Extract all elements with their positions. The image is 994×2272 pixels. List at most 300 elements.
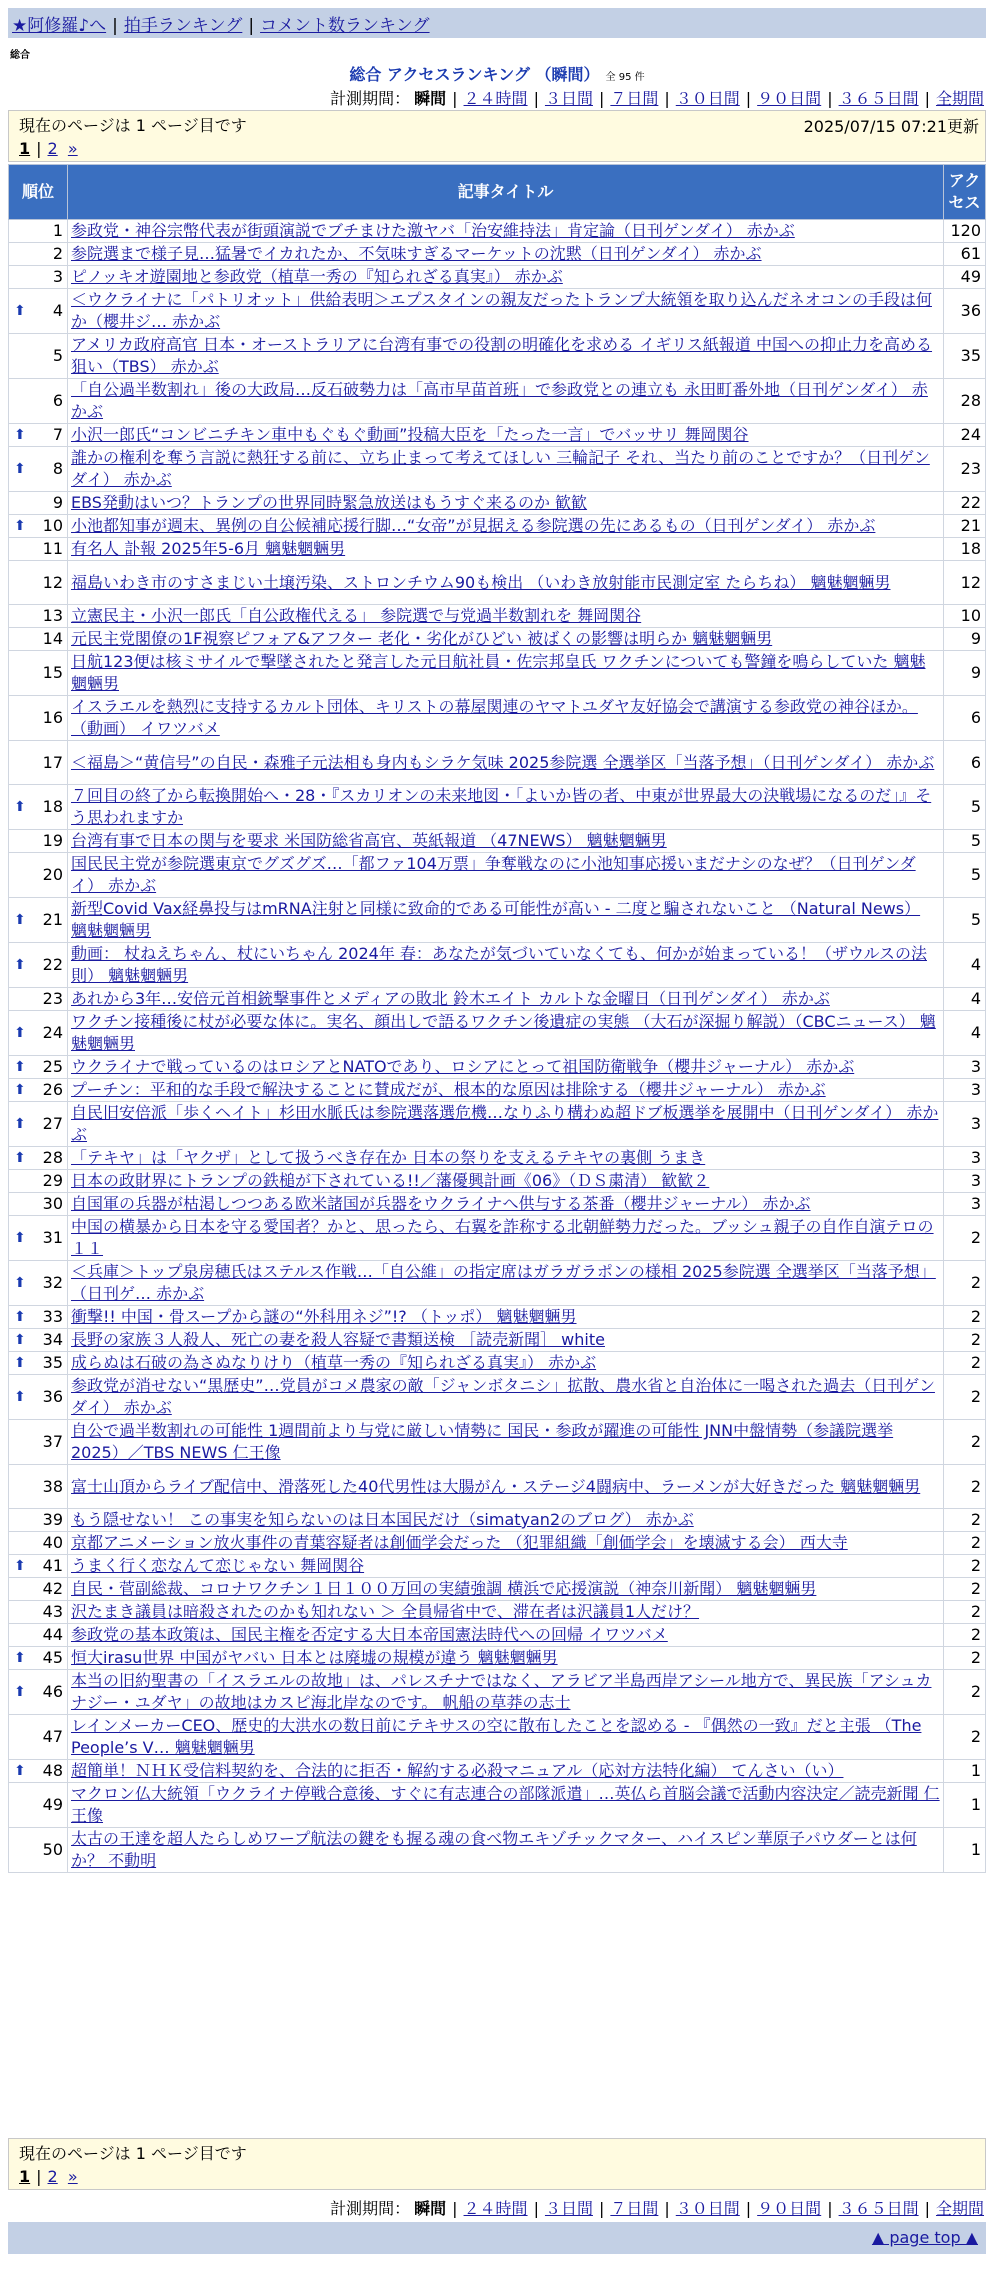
- access-count: 3: [944, 1147, 986, 1170]
- access-count: 2: [944, 1465, 986, 1509]
- title-cell: [68, 561, 944, 605]
- title-cell: [68, 1147, 944, 1170]
- title-cell: [68, 1647, 944, 1670]
- article-link[interactable]: 福島いわき市のすさまじい土壌汚染、ストロンチウム90も検出 （いわき放射能市民測定室 たらちね） 魑魅魍魎男: [71, 572, 891, 592]
- access-count: 6: [944, 741, 986, 785]
- title-cell: [68, 1670, 944, 1715]
- title-cell: [68, 334, 944, 379]
- article-link[interactable]: ＜ウクライナに「パトリオット」供給表明＞エプスタインの親友だったトランプ大統領を取り込んだネオコンの手段は何か（櫻井ジ… 赤かぶ: [71, 290, 932, 331]
- rank-number: 19: [42, 831, 63, 850]
- title-cell: [68, 988, 944, 1011]
- rank-up-icon: ⬆: [14, 1332, 26, 1348]
- article-link[interactable]: 恒大irasu世界 中国がヤバい 日本とは廃墟の規模が違う 魑魅魍魎男: [71, 1648, 558, 1667]
- nav-link-asyura[interactable]: ★阿修羅♪へ: [12, 16, 107, 36]
- rank-number: 25: [42, 1057, 63, 1076]
- article-link[interactable]: うまく行く恋なんて恋じゃない 舞岡関谷: [71, 1556, 365, 1575]
- access-count: 49: [944, 266, 986, 289]
- access-count: 35: [944, 334, 986, 379]
- rank-cell: [9, 334, 68, 379]
- article-link[interactable]: 超簡単！ＮＨＫ受信料契約を、合法的に拒否・解約する必殺マニュアル（応対方法特化編） てんさい（い）: [71, 1761, 844, 1780]
- table-row: [9, 1670, 986, 1715]
- rank-number: 7: [52, 425, 63, 444]
- access-count: 2: [944, 1329, 986, 1352]
- rank-cell: [9, 1329, 68, 1352]
- title-cell: [68, 696, 944, 741]
- table-row: [9, 1147, 986, 1170]
- rank-number: 38: [42, 1476, 63, 1496]
- access-count: 9: [944, 628, 986, 651]
- title-cell: [68, 741, 944, 785]
- rank-up-icon: ⬆: [14, 957, 26, 973]
- article-link[interactable]: 日航123便は核ミサイルで撃墜されたと発言した元日航社員・佐宗邦皇氏 ワクチンについても警鐘を鳴らしていた 魑魅魍魎男: [71, 652, 926, 693]
- nav-link-clap-ranking[interactable]: 拍手ランキング: [123, 16, 243, 36]
- rank-number: 32: [42, 1273, 63, 1292]
- article-link[interactable]: 参政党が消せない“黒歴史”…党員がコメ農家の敵「ジャンボタニシ」拡散、農水省と自治体に一喝された過去（日刊ゲンダイ） 赤かぶ: [71, 1376, 935, 1417]
- table-row: [9, 538, 986, 561]
- rank-number: 10: [42, 516, 63, 535]
- article-link[interactable]: 元民主党閣僚の1F視察ピフォア&アフター 老化・劣化がひどい 被ばくの影響は明らか 魑魅魍魎男: [71, 629, 773, 648]
- access-count: 4: [944, 943, 986, 988]
- ranking-rows: [9, 220, 986, 1873]
- table-row: [9, 1329, 986, 1352]
- period-365d-bottom[interactable]: ３６５日間: [838, 2199, 919, 2218]
- rank-number: 44: [42, 1625, 63, 1644]
- title-cell: [68, 1420, 944, 1465]
- table-row: [9, 785, 986, 830]
- period-90d[interactable]: ９０日間: [757, 89, 822, 108]
- rank-up-icon: ⬆: [14, 427, 26, 443]
- header-access: アクセス: [944, 165, 986, 220]
- rank-number: 34: [42, 1330, 63, 1349]
- access-count: 2: [944, 1306, 986, 1329]
- title-cell: [68, 1465, 944, 1509]
- table-row: [9, 515, 986, 538]
- access-count: 2: [944, 1647, 986, 1670]
- rank-cell: [9, 1193, 68, 1216]
- access-count: 3: [944, 1102, 986, 1147]
- rank-cell: [9, 1420, 68, 1465]
- article-link[interactable]: 参政党の基本政策は、国民主権を否定する大日本帝国憲法時代への回帰 イワツバメ: [71, 1625, 668, 1644]
- article-link[interactable]: レインメーカーCEO、歴史的大洪水の数日前にテキサスの空に散布したことを認める - 『偶然の一致』だと主張 （The People’s V… 魑魅魍魎男: [71, 1716, 922, 1757]
- title-cell: [68, 898, 944, 943]
- rank-cell: [9, 696, 68, 741]
- table-row: [9, 1760, 986, 1783]
- rank-cell: [9, 1760, 68, 1783]
- title-cell: [68, 1011, 944, 1056]
- title-cell: [68, 651, 944, 696]
- rank-number: 42: [42, 1579, 63, 1598]
- rank-number: 12: [42, 572, 63, 592]
- rank-cell: [9, 898, 68, 943]
- pager-status-bottom: 現在のページは 1 ページ目です: [19, 2144, 247, 2163]
- table-row: [9, 830, 986, 853]
- title-cell: [68, 379, 944, 424]
- rank-cell: [9, 1647, 68, 1670]
- rank-cell: [9, 492, 68, 515]
- next-page-arrow[interactable]: »: [67, 139, 78, 158]
- rank-number: 21: [42, 910, 63, 929]
- title-cell: [68, 1352, 944, 1375]
- article-link[interactable]: マクロン仏大統領「ウクライナ停戦合意後、すぐに有志連合の部隊派遣」…英仏ら首脳会議で活動内容決定／読売新聞 仁王像: [71, 1784, 940, 1825]
- rank-number: 18: [42, 797, 63, 816]
- article-link[interactable]: 本当の旧約聖書の「イスラエルの故地」は、パレスチナではなく、アラビア半島西岸アシール地方で、異民族「アシュカナジー・ユダヤ」の故地はカスピ海北岸なのです。 帆船の草莽の志士: [71, 1671, 932, 1712]
- rank-number: 20: [42, 865, 63, 884]
- rank-number: 13: [42, 606, 63, 625]
- title-cell: [68, 1329, 944, 1352]
- period-24h[interactable]: ２４時間: [463, 89, 528, 108]
- period-label: 計測期間：: [330, 89, 411, 108]
- table-row: [9, 1624, 986, 1647]
- rank-up-icon: ⬆: [14, 518, 26, 534]
- period-selector-bottom: 計測期間： 瞬間 | ２４時間 | ３日間 | ７日間 | ３０日間 | ９０日間 | ３６５日間 | 全期間: [330, 2199, 984, 2218]
- access-count: 21: [944, 515, 986, 538]
- rank-cell: [9, 1578, 68, 1601]
- rank-number: 17: [42, 752, 63, 772]
- article-link[interactable]: 自国軍の兵器が枯渇しつつある欧米諸国が兵器をウクライナへ供与する茶番（櫻井ジャーナル） 赤かぶ: [71, 1194, 811, 1213]
- rank-cell: [9, 741, 68, 785]
- article-link[interactable]: 新型Covid Vax経鼻投与はmRNA注射と同様に致命的である可能性が高い - 二度と騙されないこと （Natural News） 魑魅魍魎男: [71, 899, 921, 940]
- table-row: [9, 1647, 986, 1670]
- rank-cell: [9, 266, 68, 289]
- title-cell: [68, 1555, 944, 1578]
- rank-cell: [9, 1352, 68, 1375]
- article-link[interactable]: アメリカ政府高官 日本・オーストラリアに台湾有事での役割の明確化を求める イギリス紙報道 中国への抑止力を高める狙い（TBS） 赤かぶ: [71, 335, 933, 376]
- rank-cell: [9, 424, 68, 447]
- table-row: [9, 1216, 986, 1261]
- article-link[interactable]: EBS発動はいつ？トランプの世界同時緊急放送はもうすぐ来るのか 歓歓: [71, 493, 588, 512]
- rank-cell: [9, 1170, 68, 1193]
- table-row: [9, 1578, 986, 1601]
- rank-cell: [9, 1216, 68, 1261]
- table-row: [9, 1420, 986, 1465]
- period-3d[interactable]: ３日間: [544, 89, 593, 108]
- table-row: [9, 243, 986, 266]
- access-count: 120: [944, 220, 986, 243]
- footer-bar: [8, 2222, 986, 2254]
- rank-number: 3: [52, 267, 63, 286]
- access-count: 23: [944, 447, 986, 492]
- article-link[interactable]: プーチン：平和的な手段で解決することに賛成だが、根本的な原因は排除する（櫻井ジャーナル） 赤かぶ: [71, 1080, 826, 1099]
- access-count: 36: [944, 289, 986, 334]
- table-row: [9, 1079, 986, 1102]
- article-link[interactable]: 「自公過半数割れ」後の大政局…反石破勢力は「高市早苗首班」で参政党との連立も 永田町番外地（日刊ゲンダイ） 赤かぶ: [71, 380, 928, 421]
- period-7d-bottom[interactable]: ７日間: [610, 2199, 659, 2218]
- rank-cell: [9, 651, 68, 696]
- article-link[interactable]: 動画： 杖ねえちゃん、杖にいちゃん 2024年 春：あなたが気づいていなくても、何かが始まっている！（ザウルスの法則） 魑魅魍魎男: [71, 944, 927, 985]
- article-link[interactable]: 有名人 訃報 2025年5-6月 魑魅魍魎男: [71, 539, 346, 558]
- next-page-arrow-bottom[interactable]: »: [67, 2167, 78, 2186]
- rank-cell: [9, 1715, 68, 1760]
- access-count: 2: [944, 1670, 986, 1715]
- access-count: 2: [944, 1509, 986, 1532]
- table-row: [9, 1170, 986, 1193]
- table-row: [9, 1601, 986, 1624]
- period-30d[interactable]: ３０日間: [675, 89, 740, 108]
- table-header: [9, 165, 986, 220]
- table-row: [9, 988, 986, 1011]
- rank-cell: [9, 1509, 68, 1532]
- table-row: [9, 853, 986, 898]
- rank-up-icon: ⬆: [14, 1059, 26, 1075]
- rank-cell: [9, 289, 68, 334]
- rank-up-icon: ⬆: [14, 1150, 26, 1166]
- rank-number: 5: [52, 346, 63, 365]
- article-link[interactable]: 沢たまき議員は暗殺されたのかも知れない ＞ 全員帰省中で、滞在者は沢議員1人だけ？: [71, 1602, 700, 1621]
- pager-top: [8, 110, 986, 162]
- period-90d-bottom[interactable]: ９０日間: [757, 2199, 822, 2218]
- rank-up-icon: ⬆: [14, 1684, 26, 1700]
- page-1[interactable]: 1: [19, 139, 31, 158]
- title-cell: [68, 830, 944, 853]
- article-link[interactable]: 日本の政財界にトランプの鉄槌が下されている!!／藩優興計画《06》（ＤＳ粛清） 歓歓２: [71, 1171, 710, 1190]
- rank-number: 31: [42, 1228, 63, 1247]
- page-2[interactable]: 2: [47, 139, 58, 158]
- title-cell: [68, 1828, 944, 1873]
- rank-number: 15: [42, 663, 63, 682]
- nav-separator: |: [248, 16, 255, 36]
- article-link[interactable]: 中国の横暴から日本を守る愛国者？かと、思ったら、右翼を詐称する北朝鮮勢力だった。ブッシュ親子の自作自演テロの１１: [71, 1217, 934, 1258]
- access-count: 22: [944, 492, 986, 515]
- total-count: 全 95 件: [605, 72, 645, 83]
- rank-number: 1: [52, 221, 63, 240]
- access-count: 2: [944, 1216, 986, 1261]
- title-cell: [68, 1715, 944, 1760]
- access-count: 10: [944, 605, 986, 628]
- rank-cell: [9, 1465, 68, 1509]
- rank-up-icon: ⬆: [14, 1116, 26, 1132]
- article-link[interactable]: 衝撃!! 中国・骨スープから謎の“外科用ネジ”!? （トッポ） 魑魅魍魎男: [71, 1307, 577, 1326]
- rank-number: 14: [42, 629, 63, 648]
- table-row: [9, 1532, 986, 1555]
- rank-number: 39: [42, 1510, 63, 1529]
- rank-cell: [9, 785, 68, 830]
- article-link[interactable]: もう隠せない！ この事実を知らないのは日本国民だけ（simatyan2のブログ） 赤かぶ: [71, 1510, 694, 1529]
- title-cell: [68, 1624, 944, 1647]
- table-row: [9, 628, 986, 651]
- article-link[interactable]: ウクライナで戦っているのはロシアとNATOであり、ロシアにとって祖国防衛戦争（櫻井ジャーナル） 赤かぶ: [71, 1057, 855, 1076]
- rank-number: 33: [42, 1307, 63, 1326]
- title-cell: [68, 1375, 944, 1420]
- access-count: 4: [944, 988, 986, 1011]
- rank-number: 26: [42, 1080, 63, 1099]
- rank-number: 8: [52, 459, 63, 478]
- article-link[interactable]: 自公で過半数割れの可能性 1週間前より与党に厳しい情勢に 国民・参政が躍進の可能性 JNN中盤情勢（参議院選挙2025）／TBS NEWS 仁王像: [71, 1421, 894, 1462]
- table-row: [9, 289, 986, 334]
- access-count: 2: [944, 1578, 986, 1601]
- rank-number: 11: [42, 539, 63, 558]
- access-count: 1: [944, 1760, 986, 1783]
- table-row: [9, 1193, 986, 1216]
- table-row: [9, 1783, 986, 1828]
- rank-number: 16: [42, 708, 63, 727]
- period-30d-bottom[interactable]: ３０日間: [675, 2199, 740, 2218]
- table-row: [9, 1715, 986, 1760]
- rank-number: 2: [52, 244, 63, 263]
- rank-number: 43: [42, 1602, 63, 1621]
- access-count: 1: [944, 1828, 986, 1873]
- rank-number: 49: [42, 1795, 63, 1814]
- period-365d[interactable]: ３６５日間: [838, 89, 919, 108]
- article-link[interactable]: ＜福島＞“黄信号”の自民・森雅子元法相も身内もシラケ気味 2025参院選 全選挙区「当落予想」（日刊ゲンダイ） 赤かぶ: [71, 752, 935, 772]
- header-title: 記事タイトル: [68, 165, 944, 220]
- access-count: 2: [944, 1715, 986, 1760]
- article-link[interactable]: 参政党・神谷宗幣代表が街頭演説でブチまけた激ヤバ「治安維持法」肯定論（日刊ゲンダイ） 赤かぶ: [71, 221, 795, 240]
- rank-cell: [9, 1532, 68, 1555]
- title-cell: [68, 1306, 944, 1329]
- access-count: 2: [944, 1352, 986, 1375]
- rank-up-icon: ⬆: [14, 1025, 26, 1041]
- title-cell: [68, 424, 944, 447]
- page-top-link[interactable]: ▲ page top ▲: [871, 2228, 978, 2247]
- table-row: [9, 1102, 986, 1147]
- article-link[interactable]: ピノッキオ遊園地と参政党（植草一秀の『知られざる真実』） 赤かぶ: [71, 267, 563, 286]
- rank-up-icon: ⬆: [14, 1230, 26, 1246]
- article-link[interactable]: 成らぬは石破の為さぬなりけり（植草一秀の『知られざる真実』） 赤かぶ: [71, 1353, 597, 1372]
- access-count: 5: [944, 898, 986, 943]
- access-count: 5: [944, 785, 986, 830]
- period-24h-bottom[interactable]: ２４時間: [463, 2199, 528, 2218]
- table-row: [9, 1011, 986, 1056]
- rank-number: 28: [42, 1148, 63, 1167]
- title-cell: [68, 515, 944, 538]
- rank-number: 9: [52, 493, 63, 512]
- page-1-bottom[interactable]: 1: [19, 2167, 31, 2186]
- access-count: 2: [944, 1420, 986, 1465]
- article-link[interactable]: 京都アニメーション放火事件の青葉容疑者は創価学会だった （犯罪組織「創価学会」を壊滅する会） 西大寺: [71, 1533, 848, 1552]
- article-link[interactable]: 「テキヤ」は「ヤクザ」として扱うべき存在か 日本の祭りを支えるテキヤの裏側 うまき: [71, 1148, 706, 1167]
- rank-number: 47: [42, 1727, 63, 1746]
- title-cell: [68, 1056, 944, 1079]
- access-count: 5: [944, 830, 986, 853]
- rank-cell: [9, 1624, 68, 1647]
- category-label: 総合: [10, 50, 30, 61]
- table-row: [9, 220, 986, 243]
- rank-cell: [9, 943, 68, 988]
- rank-cell: [9, 561, 68, 605]
- access-count: 4: [944, 1011, 986, 1056]
- access-count: 3: [944, 1079, 986, 1102]
- table-row: [9, 447, 986, 492]
- article-link[interactable]: ７回目の終了から転換開始へ・28・『スカリオンの未来地図・「よいか皆の者、中東が世界最大の決戦場になるのだ」』そう思われますか: [71, 786, 932, 827]
- article-link[interactable]: ワクチン接種後に杖が必要な体に。実名、顔出しで語るワクチン後遺症の実態 （大石が深掘り解説）（CBCニュース） 魑魅魍魎男: [71, 1012, 936, 1053]
- rank-up-icon: ⬆: [14, 1309, 26, 1325]
- rank-cell: [9, 379, 68, 424]
- access-count: 28: [944, 379, 986, 424]
- rank-cell: [9, 605, 68, 628]
- access-count: 2: [944, 1532, 986, 1555]
- nav-link-comment-ranking[interactable]: コメント数ランキング: [260, 16, 430, 36]
- rank-cell: [9, 1079, 68, 1102]
- access-count: 24: [944, 424, 986, 447]
- rank-number: 29: [42, 1171, 63, 1190]
- rank-up-icon: ⬆: [14, 799, 26, 815]
- rank-cell: [9, 1375, 68, 1420]
- period-all[interactable]: 全期間: [935, 89, 984, 108]
- rank-number: 30: [42, 1194, 63, 1213]
- title-cell: [68, 943, 944, 988]
- period-7d[interactable]: ７日間: [610, 89, 659, 108]
- table-row: [9, 1828, 986, 1873]
- rank-up-icon: ⬆: [14, 1355, 26, 1371]
- rank-cell: [9, 447, 68, 492]
- rank-cell: [9, 830, 68, 853]
- rank-number: 22: [42, 955, 63, 974]
- title-cell: [68, 1170, 944, 1193]
- rank-cell: [9, 1011, 68, 1056]
- rank-up-icon: ⬆: [14, 1389, 26, 1405]
- table-row: [9, 605, 986, 628]
- table-row: [9, 943, 986, 988]
- page-2-bottom[interactable]: 2: [47, 2167, 58, 2186]
- article-link[interactable]: 台湾有事で日本の関与を要求 米国防総省高官、英紙報道 （47NEWS） 魑魅魍魎男: [71, 831, 667, 850]
- title-cell: [68, 266, 944, 289]
- article-link[interactable]: 富士山頂からライブ配信中、滑落死した40代男性は大腸がん・ステージ4闘病中、ラーメンが大好きだった 魑魅魍魎男: [71, 1476, 921, 1496]
- rank-cell: [9, 1555, 68, 1578]
- rank-up-icon: ⬆: [14, 461, 26, 477]
- period-all-bottom[interactable]: 全期間: [935, 2199, 984, 2218]
- table-row: [9, 1352, 986, 1375]
- title-cell: [68, 1102, 944, 1147]
- page-title-text: 総合 アクセスランキング （瞬間）: [349, 65, 600, 84]
- rank-cell: [9, 1601, 68, 1624]
- article-link[interactable]: 長野の家族３人殺人、死亡の妻を殺人容疑で書類送検 ［読売新聞］ white: [71, 1330, 605, 1349]
- title-cell: [68, 1216, 944, 1261]
- table-row: [9, 1056, 986, 1079]
- table-row: [9, 696, 986, 741]
- access-count: 12: [944, 561, 986, 605]
- article-link[interactable]: 立憲民主・小沢一郎氏「自公政権代える」 参院選で与党過半数割れを 舞岡関谷: [71, 606, 642, 625]
- period-selector-top: 計測期間： 瞬間 | ２４時間 | ３日間 | ７日間 | ３０日間 | ９０日間 | ３６５日間 | 全期間: [330, 89, 984, 108]
- table-row: [9, 334, 986, 379]
- table-row: [9, 1555, 986, 1578]
- rank-cell: [9, 628, 68, 651]
- article-link[interactable]: 誰かの権利を奪う言説に熱狂する前に、立ち止まって考えてほしい 三輪記子 それ、当たり前のことですか？（日刊ゲンダイ） 赤かぶ: [71, 448, 930, 489]
- title-cell: [68, 1193, 944, 1216]
- title-cell: [68, 220, 944, 243]
- article-link[interactable]: 小池都知事が週末、異例の自公候補応援行脚…“女帝”が見据える参院選の先にあるもの（日刊ゲンダイ） 赤かぶ: [71, 516, 876, 535]
- article-link[interactable]: ＜兵庫＞トップ泉房穂氏はステルス作戦…「自公維」の指定席はガラガラポンの様相 2025参院選 全選挙区「当落予想」（日刊ゲ… 赤かぶ: [71, 1262, 936, 1303]
- table-row: [9, 561, 986, 605]
- title-cell: [68, 1760, 944, 1783]
- title-cell: [68, 1532, 944, 1555]
- access-count: 5: [944, 853, 986, 898]
- article-link[interactable]: あれから3年…安倍元首相銃撃事件とメディアの敗北 鈴木エイト カルトな金曜日（日刊ゲンダイ） 赤かぶ: [71, 989, 830, 1008]
- period-3d-bottom[interactable]: ３日間: [544, 2199, 593, 2218]
- access-count: 61: [944, 243, 986, 266]
- article-link[interactable]: 参院選まで様子見…猛暑でイカれたか、不気味すぎるマーケットの沈黙（日刊ゲンダイ） 赤かぶ: [71, 244, 762, 263]
- article-link[interactable]: 太古の王達を超人たらしめワープ航法の鍵をも握る魂の食べ物エキゾチックマター、ハイスピン華原子パウダーとは何か？ 不動明: [71, 1829, 917, 1870]
- rank-cell: [9, 538, 68, 561]
- article-link[interactable]: 国民民主党が参院選東京でグズグズ…「都ファ104万票」争奪戦なのに小池知事応援いまだナシのなぜ？（日刊ゲンダイ） 赤かぶ: [71, 854, 916, 895]
- rank-number: 6: [52, 391, 63, 410]
- rank-up-icon: ⬆: [14, 1763, 26, 1779]
- table-row: [9, 651, 986, 696]
- rank-up-icon: ⬆: [14, 303, 26, 319]
- article-link[interactable]: イスラエルを熱烈に支持するカルト団体、キリストの幕屋関連のヤマトユダヤ友好協会で講演する参政党の神谷ほか。（動画） イワツバメ: [71, 697, 918, 738]
- title-cell: [68, 1601, 944, 1624]
- article-link[interactable]: 自民旧安倍派「歩くヘイト」杉田水脈氏は参院選落選危機…なりふり構わぬ超ドブ板選挙を展開中（日刊ゲンダイ） 赤かぶ: [71, 1103, 939, 1144]
- access-count: 6: [944, 696, 986, 741]
- article-link[interactable]: 小沢一郎氏“コンビニチキン車中もぐもぐ動画”投稿大臣を「たった一言」でバッサリ 舞岡関谷: [71, 425, 749, 444]
- rank-number: 45: [42, 1648, 63, 1667]
- period-current-bottom: 瞬間: [414, 2199, 447, 2218]
- rank-number: 35: [42, 1353, 63, 1372]
- article-link[interactable]: 自民・菅副総裁、コロナワクチン１日１００万回の実績強調 横浜で応援演説（神奈川新聞） 魑魅魍魎男: [71, 1579, 817, 1598]
- period-label-bottom: 計測期間：: [330, 2199, 411, 2218]
- access-count: 18: [944, 538, 986, 561]
- access-count: 1: [944, 1783, 986, 1828]
- ranking-table: [8, 164, 986, 1873]
